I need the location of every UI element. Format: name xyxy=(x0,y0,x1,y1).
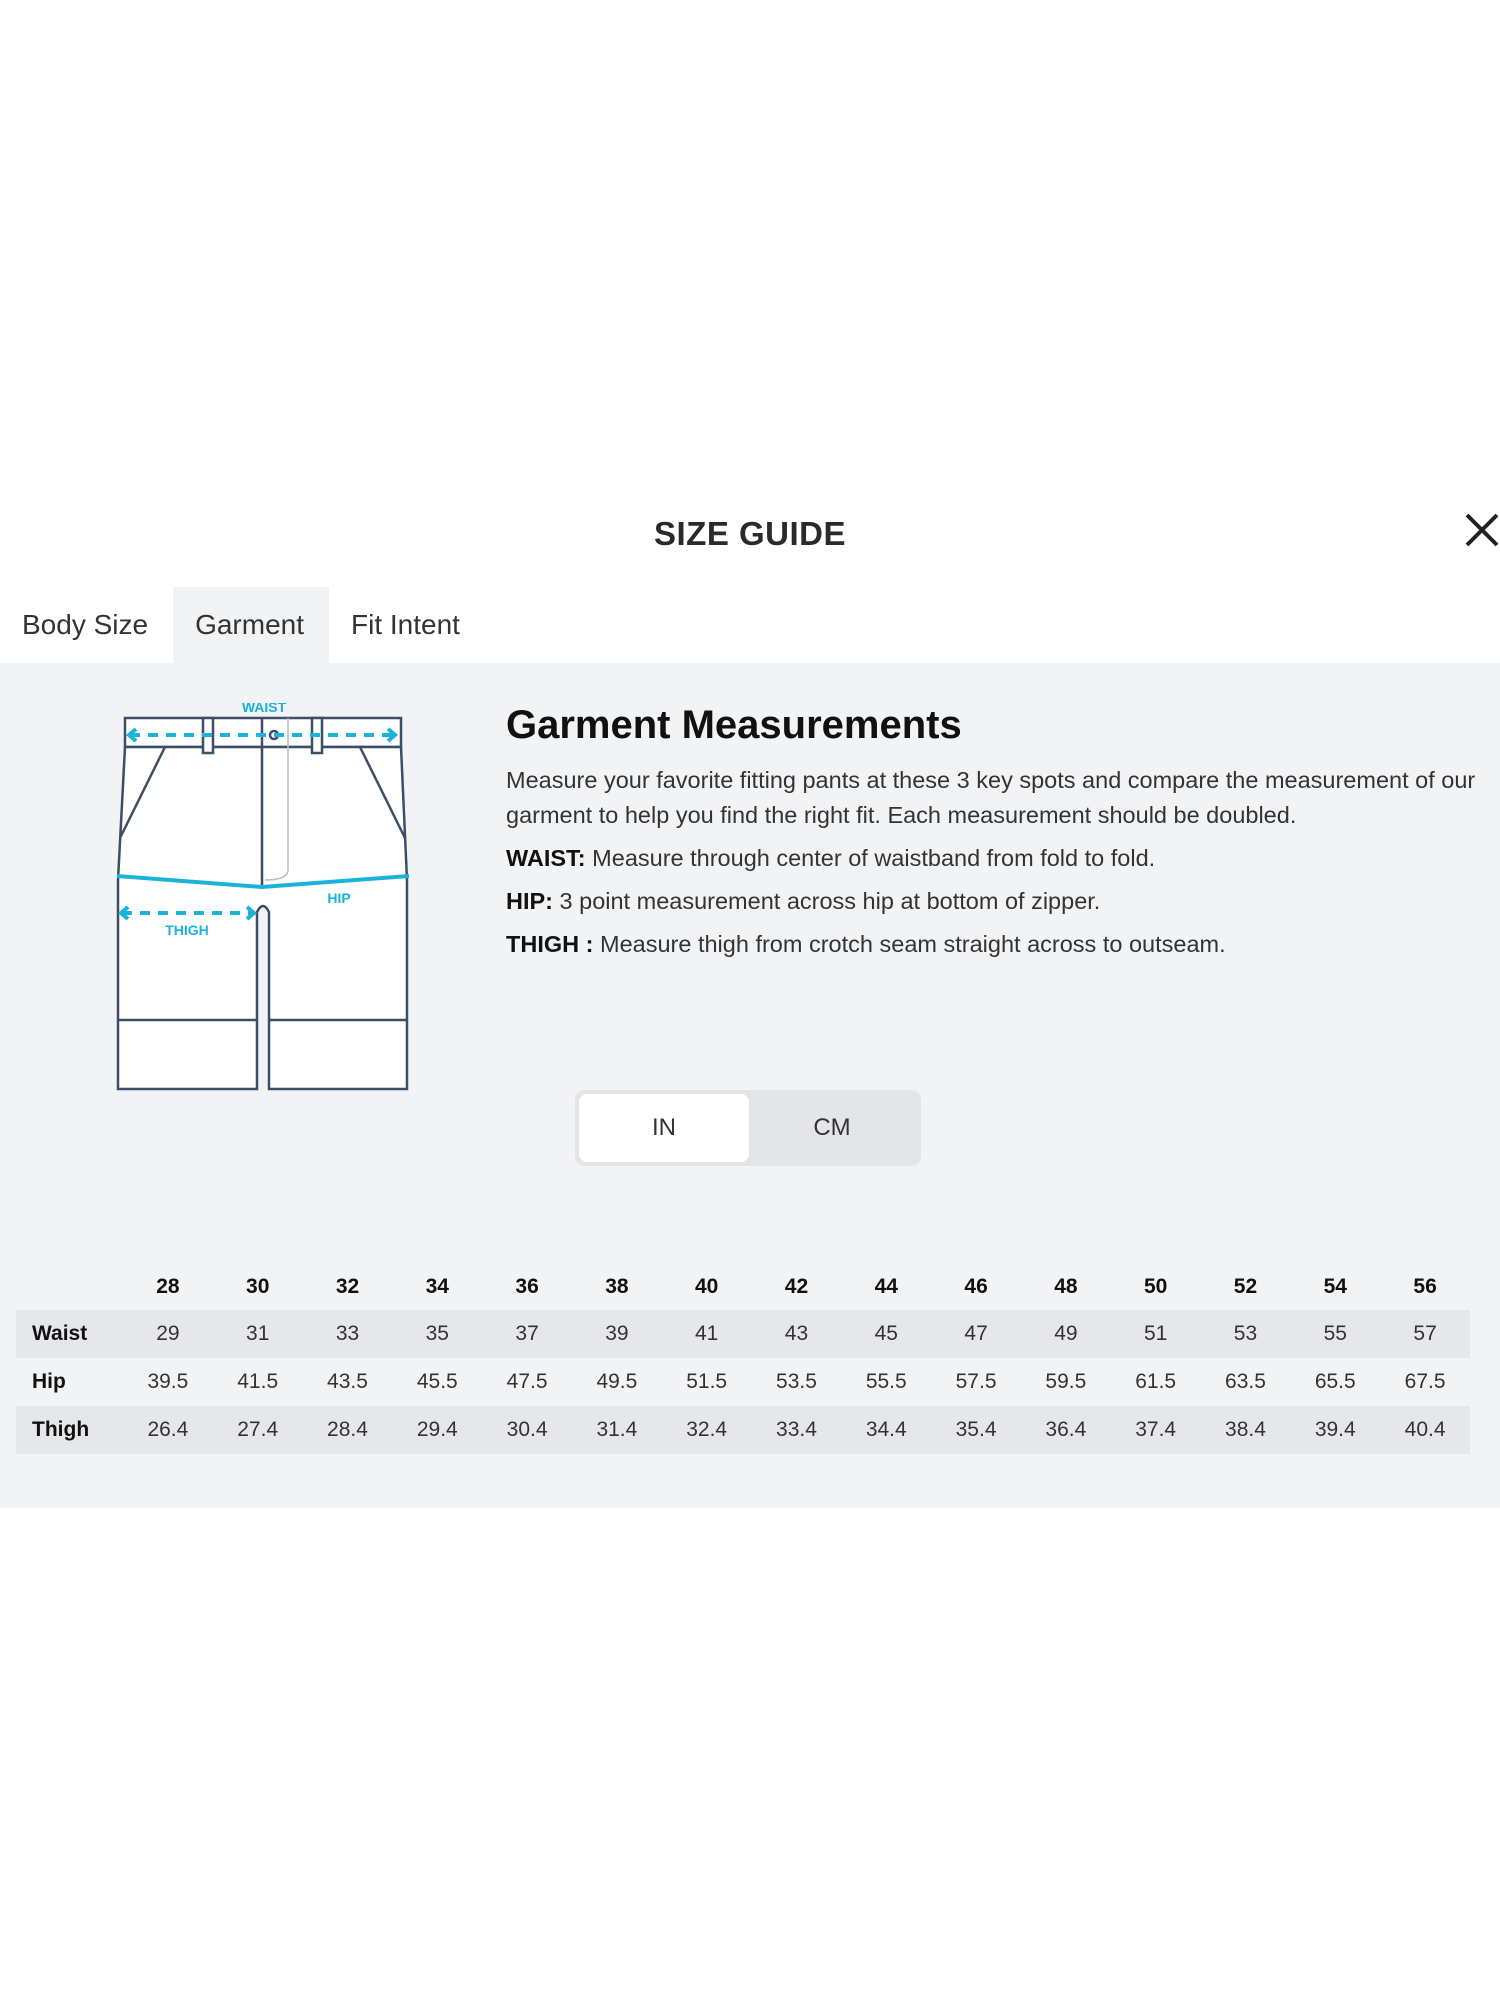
size-header: 36 xyxy=(515,1274,539,1298)
table-cell: 35 xyxy=(392,1310,482,1358)
table-cell: 65.5 xyxy=(1314,1370,1356,1393)
table-cell: 36.4 xyxy=(1021,1406,1111,1454)
waist-label: WAIST xyxy=(241,703,287,715)
tab-garment[interactable]: Garment xyxy=(173,587,329,663)
size-header: 56 xyxy=(1413,1274,1437,1298)
thigh-term: THIGH : xyxy=(506,931,594,957)
table-cell: 34.4 xyxy=(841,1406,931,1454)
row-label: Waist xyxy=(16,1310,123,1358)
row-label: Hip xyxy=(32,1370,66,1393)
hip-label: HIP xyxy=(327,890,351,906)
table-cell: 49 xyxy=(1021,1310,1111,1358)
table-row xyxy=(16,1406,1470,1454)
tab-fit-intent[interactable]: Fit Intent xyxy=(351,609,460,640)
table-cell: 29.4 xyxy=(392,1406,482,1454)
size-header: 48 xyxy=(1054,1274,1078,1298)
waist-instruction xyxy=(506,841,1486,876)
size-header: 32 xyxy=(335,1274,360,1298)
table-cell: 32.4 xyxy=(662,1406,752,1454)
size-header: 30 xyxy=(246,1274,270,1298)
tab-body-size[interactable]: Body Size xyxy=(22,609,149,640)
table-cell: 27.4 xyxy=(213,1406,303,1454)
table-cell: 33 xyxy=(303,1310,393,1358)
table-cell: 37 xyxy=(482,1310,572,1358)
table-cell: 47 xyxy=(931,1310,1021,1358)
size-header: 42 xyxy=(784,1274,809,1298)
size-header: 54 xyxy=(1323,1274,1347,1298)
table-cell: 43 xyxy=(752,1310,842,1358)
table-cell: 45.5 xyxy=(416,1370,458,1393)
table-cell: 31.4 xyxy=(572,1406,662,1454)
table-cell: 57 xyxy=(1380,1310,1470,1358)
size-header: 44 xyxy=(874,1274,898,1298)
table-cell: 51 xyxy=(1111,1310,1201,1358)
row-label: Thigh xyxy=(16,1406,123,1454)
unit-toggle xyxy=(575,1090,921,1166)
table-cell: 63.5 xyxy=(1225,1370,1266,1393)
table-cell: 41 xyxy=(662,1310,752,1358)
table-cell: 61.5 xyxy=(1135,1370,1177,1393)
table-row xyxy=(16,1358,1470,1406)
table-cell: 38.4 xyxy=(1201,1406,1291,1454)
shorts-diagram xyxy=(110,703,420,1103)
table-cell: 43.5 xyxy=(327,1370,368,1393)
table-cell: 49.5 xyxy=(596,1370,638,1393)
size-header: 50 xyxy=(1143,1274,1168,1298)
table-cell: 35.4 xyxy=(931,1406,1021,1454)
size-table xyxy=(16,1263,1470,1454)
unit-cm-button[interactable]: CM xyxy=(813,1114,851,1141)
waist-term: WAIST: xyxy=(506,845,586,871)
corner-cell xyxy=(16,1263,123,1310)
hip-text: 3 point measurement across hip at bottom of zipper. xyxy=(553,888,1101,914)
table-cell: 53 xyxy=(1201,1310,1291,1358)
thigh-label: THIGH xyxy=(165,922,209,938)
close-button[interactable] xyxy=(1462,510,1500,550)
table-cell: 39.5 xyxy=(147,1370,189,1393)
table-cell: 55 xyxy=(1290,1310,1380,1358)
garment-panel xyxy=(0,663,1500,1508)
thigh-text: Measure thigh from crotch seam straight across to outseam. xyxy=(593,931,1226,957)
size-header: 34 xyxy=(425,1274,449,1298)
table-cell: 57.5 xyxy=(955,1370,997,1393)
size-header: 52 xyxy=(1233,1274,1258,1298)
intro-text: Measure your favorite fitting pants at these 3 key spots and compare the measurement of our garment to help you find the right fit. Each measurement should be doubled. xyxy=(506,767,1476,828)
size-header: 28 xyxy=(156,1274,180,1298)
table-cell: 53.5 xyxy=(776,1370,817,1393)
table-cell: 33.4 xyxy=(752,1406,842,1454)
table-cell: 40.4 xyxy=(1380,1406,1470,1454)
table-cell: 39.4 xyxy=(1290,1406,1380,1454)
thigh-instruction xyxy=(506,927,1486,962)
section-heading: Garment Measurements xyxy=(506,703,962,747)
table-cell: 51.5 xyxy=(686,1370,728,1393)
table-cell: 39 xyxy=(572,1310,662,1358)
unit-in-button[interactable]: IN xyxy=(579,1094,749,1162)
modal-title: SIZE GUIDE xyxy=(653,515,847,552)
table-cell: 45 xyxy=(841,1310,931,1358)
size-header: 46 xyxy=(964,1274,988,1298)
waist-text: Measure through center of waistband from fold to fold. xyxy=(585,845,1156,871)
table-cell: 67.5 xyxy=(1404,1370,1446,1393)
table-cell: 31 xyxy=(213,1310,303,1358)
table-cell: 41.5 xyxy=(237,1370,279,1393)
size-header-row xyxy=(16,1263,1470,1310)
table-cell: 55.5 xyxy=(865,1370,907,1393)
table-cell: 30.4 xyxy=(482,1406,572,1454)
size-header: 40 xyxy=(695,1274,719,1298)
hip-instruction xyxy=(506,884,1486,919)
tab-bar xyxy=(0,587,485,663)
table-cell: 37.4 xyxy=(1111,1406,1201,1454)
hip-term: HIP: xyxy=(506,888,553,914)
size-header: 38 xyxy=(605,1274,629,1298)
table-row xyxy=(16,1310,1470,1358)
close-icon xyxy=(1462,510,1500,550)
table-cell: 28.4 xyxy=(303,1406,393,1454)
table-cell: 47.5 xyxy=(506,1370,548,1393)
table-cell: 59.5 xyxy=(1045,1370,1087,1393)
table-cell: 29 xyxy=(123,1310,213,1358)
measurement-description xyxy=(506,763,1486,970)
table-cell: 26.4 xyxy=(123,1406,213,1454)
